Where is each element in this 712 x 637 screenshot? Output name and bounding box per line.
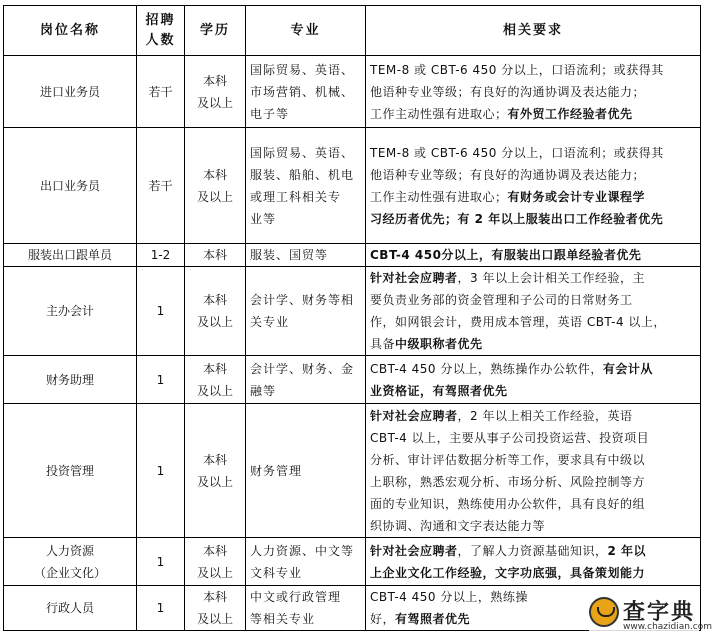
requirement-text: 工作主动性强有进取心； [370, 189, 508, 204]
count-cell [137, 128, 185, 244]
major-line: 电子等 [250, 106, 290, 121]
requirement-text: TEM-8 或 CBT-6 450 分以上，口语流利；或获得其 [370, 145, 664, 160]
header-count [137, 6, 185, 56]
position-name: 财务助理 [45, 372, 94, 387]
education-cell [185, 267, 246, 356]
major-line: 关专业 [250, 315, 290, 329]
major-line: 会计学、财务、金 [250, 361, 355, 376]
requirement-line [370, 493, 696, 515]
position-cell [4, 538, 137, 586]
major-line: 服装、国贸等 [250, 248, 329, 262]
education-line: 本科 [202, 248, 227, 262]
requirement-line [370, 471, 696, 493]
education-line: 及以上 [196, 565, 233, 580]
position-name: 人力资源 [45, 543, 94, 558]
table-row [4, 244, 701, 267]
hire-count: 1-2 [150, 248, 171, 262]
position-cell [4, 586, 137, 631]
requirement-text: 工作主动性强有进取心； [370, 106, 508, 121]
requirement-line [370, 540, 696, 562]
major-line: 等相关专业 [250, 612, 316, 626]
requirements-cell [366, 538, 701, 586]
major-line: 国际贸易、英语、 [250, 62, 355, 77]
requirement-text: CBT-4 450 分以上，熟练操 [370, 590, 528, 604]
requirement-bold: CBT-4 450分以上，有服装出口跟单经验者优先 [370, 248, 642, 262]
major-cell [246, 267, 366, 356]
header-count-line1: 招聘 [145, 12, 176, 28]
education-cell [185, 586, 246, 631]
major-cell [246, 538, 366, 586]
count-cell [137, 244, 185, 267]
table-row [4, 128, 701, 244]
hire-count: 若干 [148, 84, 173, 99]
major-line: 国际贸易、英语、 [250, 145, 355, 160]
requirement-text: 具备 [370, 337, 396, 351]
requirement-line [370, 103, 696, 125]
hire-count: 1 [156, 304, 165, 318]
header-count-line2: 人数 [145, 32, 176, 48]
requirements-cell [366, 56, 701, 128]
education-cell [185, 128, 246, 244]
major-line: 融等 [250, 383, 277, 398]
requirement-line [370, 449, 696, 471]
education-line: 本科 [202, 452, 227, 467]
requirement-text: ，了解人力资源基础知识， [457, 543, 608, 558]
education-line: 本科 [202, 361, 227, 376]
hire-count: 1 [156, 601, 165, 615]
major-line: 服装、船舶、机电 [250, 167, 355, 182]
table-row [4, 356, 701, 404]
requirement-text: CBT-4 以上，主要从事子公司投资运营、投资项目 [370, 430, 650, 445]
requirement-text: 面的专业知识，熟练使用办公软件，具有良好的组 [370, 496, 646, 511]
major-line: 文科专业 [250, 565, 303, 580]
header-position: 岗位名称 [4, 6, 137, 56]
position-name: 投资管理 [45, 463, 94, 478]
table-row [4, 404, 701, 538]
position-name: 行政人员 [45, 601, 94, 615]
count-cell [137, 356, 185, 404]
count-cell [137, 586, 185, 631]
table-body [4, 56, 701, 631]
requirement-bold: 业资格证，有驾照者优先 [370, 383, 508, 398]
requirement-bold: 有财务或会计专业课程学 [507, 189, 646, 204]
requirement-bold: 针对社会应聘者 [370, 271, 458, 285]
requirements-cell [366, 128, 701, 244]
position-cell [4, 128, 137, 244]
education-line: 及以上 [196, 315, 233, 329]
education-cell [185, 356, 246, 404]
requirement-line [370, 267, 696, 289]
position-cell [4, 244, 137, 267]
requirement-text: ，2 年以上相关工作经验，英语 [457, 408, 633, 423]
education-line: 及以上 [196, 612, 233, 626]
major-line: 或理工科相关专 [250, 189, 342, 204]
requirement-line [370, 186, 696, 208]
major-line: 会计学、财务等相 [250, 293, 355, 307]
position-cell [4, 404, 137, 538]
requirement-bold: 有外贸工作经验者优先 [507, 106, 633, 121]
requirement-line [370, 333, 696, 355]
requirement-bold: 针对社会应聘者 [370, 408, 458, 423]
major-line: 财务管理 [250, 463, 303, 478]
requirement-line [370, 164, 696, 186]
position-name: 进口业务员 [39, 84, 100, 99]
education-line: 及以上 [196, 95, 233, 110]
major-cell [246, 128, 366, 244]
major-cell [246, 356, 366, 404]
requirement-line [370, 311, 696, 333]
major-cell [246, 404, 366, 538]
requirement-bold: 有会计从 [602, 361, 653, 376]
table-row [4, 56, 701, 128]
requirement-text: 上职称，熟悉宏观分析、市场分析、风险控制等方 [370, 474, 646, 489]
header-row [4, 6, 701, 56]
major-cell [246, 586, 366, 631]
watermark [589, 595, 712, 635]
education-line: 本科 [202, 543, 227, 558]
requirement-bold: 2 年以 [607, 543, 647, 558]
major-line: 中文或行政管理 [250, 590, 342, 604]
requirements-cell [366, 244, 701, 267]
education-line: 本科 [202, 73, 227, 88]
requirement-bold: 有驾照者优先 [395, 612, 471, 626]
requirement-line [370, 405, 696, 427]
requirement-line [370, 81, 696, 103]
requirement-text: 好， [370, 612, 396, 626]
position-name: 主办会计 [45, 304, 94, 318]
major-line: 市场营销、机械、 [250, 84, 355, 99]
requirement-text: 他语种专业等级；有良好的沟通协调及表达能力； [370, 167, 646, 182]
hire-count: 1 [156, 463, 165, 478]
requirement-line [370, 142, 696, 164]
requirement-bold: 针对社会应聘者 [370, 543, 458, 558]
hire-count: 1 [156, 372, 165, 387]
count-cell [137, 56, 185, 128]
major-cell [246, 56, 366, 128]
education-cell [185, 404, 246, 538]
position-cell [4, 267, 137, 356]
education-cell [185, 244, 246, 267]
requirements-cell [366, 356, 701, 404]
count-cell [137, 404, 185, 538]
requirement-line [370, 562, 696, 584]
requirement-text: ，3 年以上会计相关工作经验，主 [457, 271, 645, 285]
education-line: 本科 [202, 590, 227, 604]
count-cell [137, 538, 185, 586]
requirement-text: 他语种专业等级；有良好的沟通协调及表达能力； [370, 84, 646, 99]
requirement-line [370, 289, 696, 311]
position-name: 服装出口跟单员 [27, 248, 112, 262]
requirement-line [370, 427, 696, 449]
header-education: 学历 [185, 6, 246, 56]
major-line: 人力资源、中文等 [250, 543, 355, 558]
position-cell [4, 56, 137, 128]
requirement-text: 作，如网银会计，费用成本管理，英语 CBT-4 以上， [370, 315, 666, 329]
education-line: 及以上 [196, 383, 233, 398]
requirement-line [370, 244, 696, 266]
requirement-line [370, 358, 696, 380]
position-name: 出口业务员 [39, 178, 100, 193]
watermark-url: www.chazidian.com [623, 622, 712, 632]
table-row [4, 267, 701, 356]
requirement-bold: 中级职称者优先 [395, 337, 483, 351]
chazidian-logo-icon [589, 597, 619, 627]
requirement-bold: 习经历者优先；有 2 年以上服装出口工作经验者优先 [370, 211, 664, 226]
requirements-cell [366, 404, 701, 538]
hire-count: 若干 [148, 178, 173, 193]
header-major: 专业 [246, 6, 366, 56]
education-line: 及以上 [196, 189, 233, 204]
requirement-line [370, 208, 696, 230]
position-name-sub: （企业文化） [33, 565, 106, 580]
job-table [3, 5, 701, 631]
major-line: 业等 [250, 211, 277, 226]
requirement-bold: 上企业文化工作经验，文字功底强，具备策划能力 [370, 565, 646, 580]
header-requirements: 相关要求 [366, 6, 701, 56]
count-cell [137, 267, 185, 356]
requirement-line [370, 515, 696, 537]
watermark-brand: 查字典 [623, 600, 696, 625]
requirement-text: 分析、审计评估数据分析等工作，要求具有中级以 [370, 452, 646, 467]
hire-count: 1 [156, 554, 165, 569]
requirements-cell [366, 267, 701, 356]
requirement-text: CBT-4 450 分以上，熟练操作办公软件， [370, 361, 603, 376]
requirement-text: 织协调、沟通和文字表达能力等 [370, 518, 546, 533]
requirement-line [370, 380, 696, 402]
education-line: 本科 [202, 293, 227, 307]
table-row [4, 538, 701, 586]
education-cell [185, 56, 246, 128]
requirement-text: 要负责业务部的资金管理和子公司的日常财务工 [370, 293, 633, 307]
major-cell [246, 244, 366, 267]
requirement-text: TEM-8 或 CBT-6 450 分以上，口语流利；或获得其 [370, 62, 664, 77]
education-cell [185, 538, 246, 586]
education-line: 及以上 [196, 474, 233, 489]
education-line: 本科 [202, 167, 227, 182]
position-cell [4, 356, 137, 404]
requirement-line [370, 59, 696, 81]
